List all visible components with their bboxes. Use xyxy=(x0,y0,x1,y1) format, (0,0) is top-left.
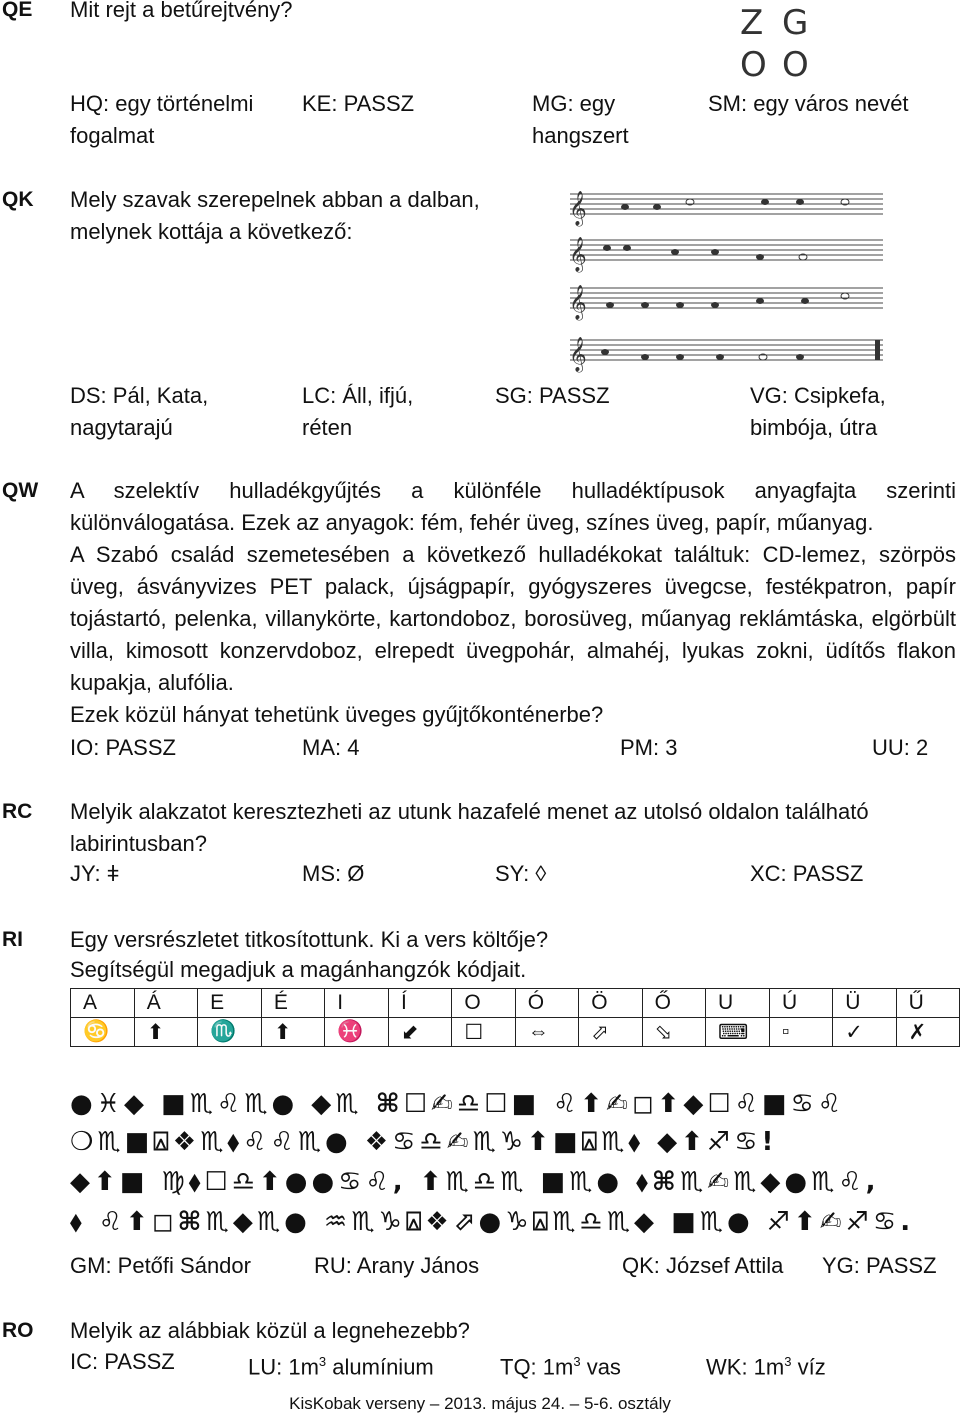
answer-option[interactable]: LC: Áll, ifjú, réten xyxy=(302,383,414,440)
question-text xyxy=(70,475,956,731)
cipher-line: ❍♏■⍓❖♏⬧♌♌♏● ❖♋♎✍♏♑⬆■⍓♏⬧ ◆⬆♐♋! xyxy=(70,1127,778,1157)
symbol-cell: ✓ xyxy=(833,1018,896,1047)
question-code: RC xyxy=(2,800,33,823)
answer-option[interactable]: WK: $1m^3$ víz xyxy=(706,1354,826,1380)
vowel-cell: Ű xyxy=(896,989,959,1018)
answer-option[interactable]: RU: Arany János xyxy=(314,1253,480,1278)
rebus-letter: G xyxy=(782,3,809,43)
vowel-cell: U xyxy=(706,989,770,1018)
answer-option[interactable]: IC: PASSZ xyxy=(70,1349,175,1374)
svg-text:𝄞: 𝄞 xyxy=(569,337,587,372)
vowel-cell: Ő xyxy=(642,989,705,1018)
answer-option[interactable]: VG: Csipkefa, bimbója, útra xyxy=(750,383,886,440)
symbol-cell: ⬂ xyxy=(642,1018,705,1047)
paragraph: A Szabó család szemetesében a következő hulladékokat találtuk: CD-lemez, szörpös üveg, ásványvizes PET palack, újságpapír, gyógyszeres üvegcse, festékpatron, papír tojástartó, pelenka, villanykörte, kartondoboz, borosüveg, műanyag reklámtáska, elgörbült villa, kimosott konzervdoboz, elrepedt üvegpohár, almahéj, lyukas zokni, üdítős flakon kupakja, alufólia. xyxy=(70,542,956,695)
rebus-letter: O xyxy=(740,45,767,82)
symbol-cell: ✗ xyxy=(896,1018,959,1047)
vowel-cell: A xyxy=(71,989,135,1018)
answer-option[interactable]: XC: PASSZ xyxy=(750,861,864,886)
answer-option[interactable]: MA: 4 xyxy=(302,735,360,760)
vowel-cell: Ü xyxy=(833,989,896,1018)
symbol-cell: ⬀ xyxy=(579,1018,642,1047)
answer-option[interactable]: MS: Ø xyxy=(302,861,365,886)
question-hint: Segítségül megadjuk a magánhangzók kódjait. xyxy=(70,957,527,982)
rebus-image xyxy=(738,2,818,82)
vowel-cell: E xyxy=(198,989,262,1018)
vowel-code-table xyxy=(70,988,960,1047)
rebus-letter: Z xyxy=(740,3,764,43)
vowel-cell: Ó xyxy=(515,989,579,1018)
cipher-line: ◆⬆■ ♍⬧☐♎⬆●●♋♌, ⬆♏♎♏ ■♏● ⬧⌘♏✍♏◆●♏♌, xyxy=(70,1167,880,1197)
answer-option[interactable]: SM: egy város nevét xyxy=(708,91,909,116)
answer-option[interactable]: GM: Petőfi Sándor xyxy=(70,1253,251,1278)
answer-option[interactable]: HQ: egy történelmi fogalmat xyxy=(70,91,254,148)
cipher-line: ●♓◆ ■♏♌♏● ◆♏ ⌘☐✍♎☐■ ♌⬆✍◻⬆◆☐♌■♋♌ xyxy=(70,1089,846,1119)
vowel-cell: Á xyxy=(134,989,197,1018)
answer-option[interactable]: DS: Pál, Kata, nagytarajú xyxy=(70,383,209,440)
symbol-cell: ♓ xyxy=(325,1018,389,1047)
question-text: Melyik alakzatot keresztezheti az utunk hazafelé menet az utolsó oldalon található labirintusban? xyxy=(70,799,869,856)
symbol-cell: ⬆ xyxy=(134,1018,197,1047)
answer-option[interactable]: YG: PASSZ xyxy=(822,1253,937,1278)
answer-option[interactable]: LU: $1m^3$ alumínium xyxy=(248,1354,434,1380)
symbol-cell: ▫ xyxy=(769,1018,832,1047)
symbol-cell: ⬆ xyxy=(261,1018,324,1047)
cipher-line: ⬧ ♌⬆◻⌘♏◆♏● ♒♏♑⍓❖⬀●♑⍓♏♎♏◆ ■♏● ♐⬆✍♐♋. xyxy=(70,1207,915,1237)
answer-option[interactable]: SG: PASSZ xyxy=(495,383,610,408)
vowel-cell: I xyxy=(325,989,389,1018)
question-text: Melyik az alábbiak közül a legnehezebb? xyxy=(70,1318,470,1343)
question-code: QW xyxy=(2,479,39,502)
svg-text:𝄞: 𝄞 xyxy=(569,285,587,320)
svg-text:𝄞: 𝄞 xyxy=(569,191,587,226)
answer-option[interactable]: UU: 2 xyxy=(872,735,929,760)
answer-option[interactable]: JY: ǂ xyxy=(70,861,120,886)
answer-option[interactable]: TQ: $1m^3$ vas xyxy=(500,1354,621,1380)
question-code: RI xyxy=(2,928,23,951)
answer-option[interactable]: IO: PASSZ xyxy=(70,735,176,760)
question-code: QK xyxy=(2,188,34,211)
question-code: QE xyxy=(2,0,33,21)
question-text: Egy versrészletet titkosítottunk. Ki a vers költője? xyxy=(70,927,549,952)
paragraph: Ezek közül hányat tehetünk üveges gyűjtőkonténerbe? xyxy=(70,702,604,727)
answer-option[interactable]: KE: PASSZ xyxy=(302,91,415,116)
symbol-cell: ♏ xyxy=(198,1018,262,1047)
vowel-cell: É xyxy=(261,989,324,1018)
symbol-cell: ☐ xyxy=(452,1018,515,1047)
answer-option[interactable]: MG: egy hangszert xyxy=(532,91,629,148)
sheet-music-image xyxy=(565,180,895,375)
vowel-cell: Ú xyxy=(769,989,832,1018)
vowel-cell: Í xyxy=(389,989,452,1018)
question-code: RO xyxy=(2,1319,34,1342)
answer-option[interactable]: PM: 3 xyxy=(620,735,678,760)
symbol-cell: ♋ xyxy=(71,1018,135,1047)
vowel-cell: Ö xyxy=(579,989,642,1018)
answer-option[interactable]: SY: ◊ xyxy=(495,861,547,886)
page-footer: KisKobak verseny – 2013. május 24. – 5-6. osztály xyxy=(289,1394,671,1413)
answer-option[interactable]: QK: József Attila xyxy=(622,1253,784,1278)
rebus-letter: O xyxy=(782,45,809,82)
question-text: Mely szavak szerepelnek abban a dalban, melynek kottája a következő: xyxy=(70,187,480,244)
paragraph: A szelektív hulladékgyűjtés a különféle hulladéktípusok anyagfajta szerinti különválogatása. Ezek az anyagok: fém, fehér üveg, színes üveg, papír, műanyag. xyxy=(70,478,956,535)
symbol-cell: ⇔ xyxy=(515,1018,579,1047)
vowel-cell: O xyxy=(452,989,515,1018)
svg-text:𝄞: 𝄞 xyxy=(569,237,587,272)
symbol-cell: ⬋ xyxy=(389,1018,452,1047)
symbol-cell: ⌨ xyxy=(706,1018,770,1047)
question-text: Mit rejt a betűrejtvény? xyxy=(70,0,293,22)
